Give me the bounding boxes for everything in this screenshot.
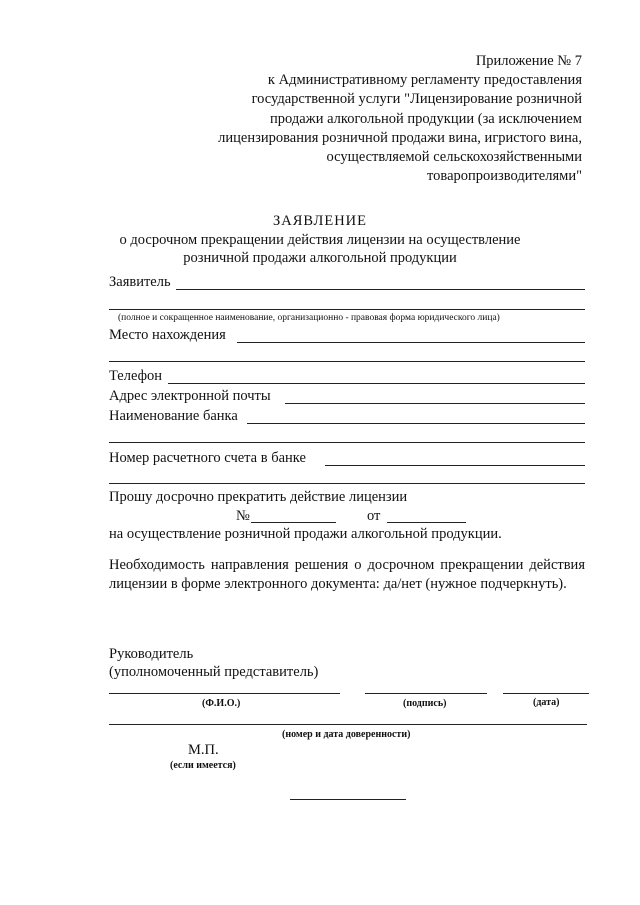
appendix-line: продажи алкогольной продукции (за исключением xyxy=(270,110,582,127)
electronic-document-notice: Необходимость направления решения о досрочном прекращении действия лицензии в форме электронного документа: да/нет (нужное подчеркнуть). xyxy=(109,557,585,592)
request-text-line-3: на осуществление розничной продажи алкогольной продукции. xyxy=(109,526,502,542)
bank-field-line-2[interactable] xyxy=(109,442,585,443)
email-field-line[interactable] xyxy=(285,403,585,404)
stamp-note: (если имеется) xyxy=(170,760,236,771)
location-field-line-2[interactable] xyxy=(109,361,585,362)
appendix-line: к Административному регламенту предоставления xyxy=(267,72,582,89)
signature-caption: (подпись) xyxy=(403,698,447,709)
date-field-line[interactable] xyxy=(503,693,589,694)
appendix-line: государственной услуги "Лицензирование розничной xyxy=(251,91,582,108)
date-caption: (дата) xyxy=(533,697,560,708)
phone-field-line[interactable] xyxy=(168,383,585,384)
location-label: Место нахождения xyxy=(109,327,229,344)
document-title: ЗАЯВЛЕНИЕ xyxy=(272,213,368,229)
representative-label: (уполномоченный представитель) xyxy=(109,664,319,680)
document-subtitle-line-1: о досрочном прекращении действия лицензии на осуществление xyxy=(119,232,521,248)
appendix-line: осуществляемой сельскохозяйственными xyxy=(326,149,582,166)
applicant-hint: (полное и сокращенное наименование, организационно - правовая форма юридического лица) xyxy=(118,313,500,323)
stamp-label: М.П. xyxy=(188,742,219,758)
document-subtitle-line-2: розничной продажи алкогольной продукции xyxy=(183,250,457,266)
phone-label: Телефон xyxy=(109,368,165,385)
footer-rule xyxy=(290,799,406,800)
license-date-field[interactable] xyxy=(387,522,466,523)
applicant-field-line[interactable] xyxy=(176,289,585,290)
request-text-line-1: Прошу досрочно прекратить действие лицензии xyxy=(109,489,408,505)
applicant-field-line-2[interactable] xyxy=(109,309,585,310)
account-field-line[interactable] xyxy=(325,465,585,466)
applicant-label: Заявитель xyxy=(109,274,174,291)
license-date-from-label: от xyxy=(367,508,381,524)
appendix-line: товаропроизводителями" xyxy=(427,168,582,185)
head-label: Руководитель xyxy=(109,646,194,662)
email-label: Адрес электронной почты xyxy=(109,388,274,405)
bank-field-line[interactable] xyxy=(247,423,585,424)
fio-field-line[interactable] xyxy=(109,693,340,694)
power-of-attorney-field-line[interactable] xyxy=(109,724,587,725)
appendix-line: лицензирования розничной продажи вина, игристого вина, xyxy=(218,129,582,146)
account-label: Номер расчетного счета в банке xyxy=(109,450,309,467)
license-number-field[interactable] xyxy=(251,522,336,523)
power-of-attorney-caption: (номер и дата доверенности) xyxy=(282,729,411,740)
appendix-header xyxy=(202,52,582,186)
location-field-line[interactable] xyxy=(237,342,585,343)
license-number-sign: № xyxy=(236,508,250,524)
account-field-line-2[interactable] xyxy=(109,483,585,484)
appendix-line: Приложение № 7 xyxy=(475,53,582,69)
fio-caption: (Ф.И.О.) xyxy=(202,698,241,709)
signature-field-line[interactable] xyxy=(365,693,487,694)
bank-label: Наименование банка xyxy=(109,408,241,425)
